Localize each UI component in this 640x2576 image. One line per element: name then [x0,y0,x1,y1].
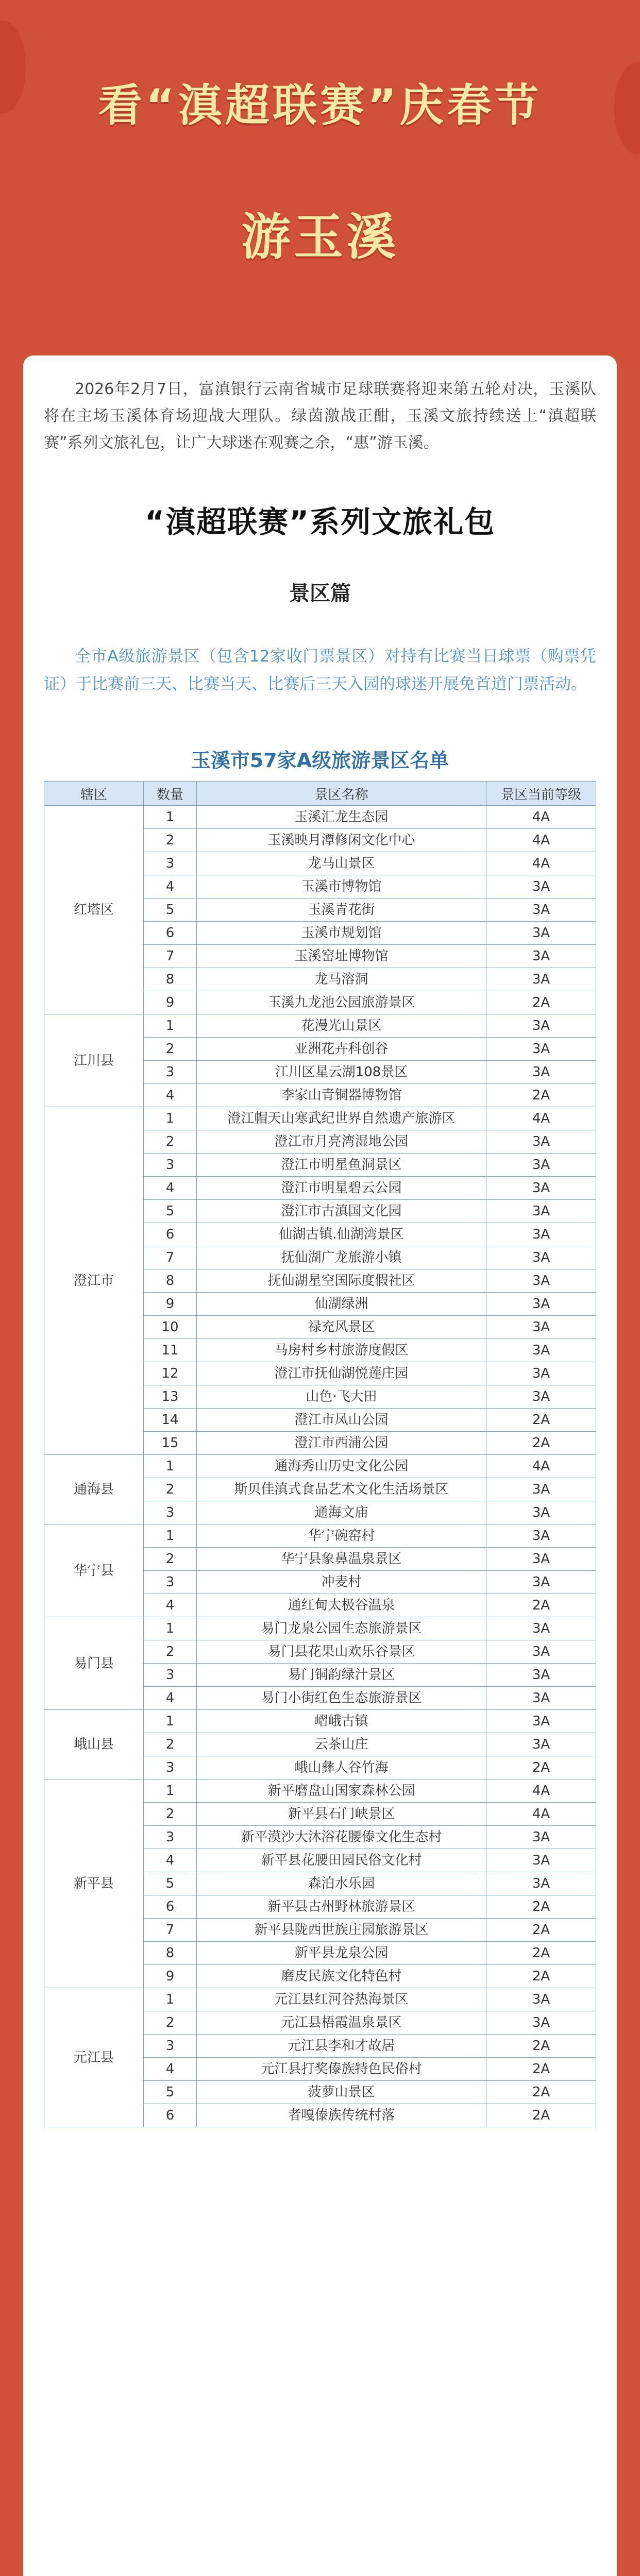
row-number: 4 [144,1177,197,1200]
row-number: 6 [144,2104,197,2127]
spot-name: 新平县花腰田园民俗文化村 [197,1849,486,1872]
row-number: 2 [144,1130,197,1154]
spot-level: 3A [486,1339,596,1362]
row-number: 7 [144,945,197,968]
spot-level: 2A [486,2035,596,2058]
page-title: 看“滇超联赛”庆春节 [98,80,542,131]
spot-level: 4A [486,806,596,829]
row-number: 7 [144,1919,197,1942]
spot-name: 易门小街红色生态旅游景区 [197,1687,486,1710]
row-number: 1 [144,1014,197,1038]
row-number: 1 [144,1107,197,1130]
row-number: 12 [144,1362,197,1385]
spot-name: 华宁碗窑村 [197,1524,486,1548]
district-cell: 新平县 [44,1780,144,1988]
spot-name: 新平磨盘山国家森林公园 [197,1780,486,1803]
row-number: 1 [144,806,197,829]
content-card [23,355,617,2576]
header-level: 景区当前等级 [486,782,596,806]
spot-name: 禄充风景区 [197,1316,486,1339]
table-row [44,806,596,829]
spot-level: 2A [486,1919,596,1942]
row-number: 1 [144,1710,197,1733]
row-number: 2 [144,1803,197,1826]
spot-level: 2A [486,1594,596,1617]
row-number: 2 [144,1038,197,1061]
spot-name: 磨皮民族文化特色村 [197,1965,486,1988]
row-number: 15 [144,1432,197,1455]
spot-name: 玉溪九龙池公园旅游景区 [197,991,486,1014]
spot-name: 易门县花果山欢乐谷景区 [197,1640,486,1664]
ticket-notice: 全市A级旅游景区（包含12家收门票景区）对持有比赛当日球票（购票凭证）于比赛前三天、比赛当天、比赛后三天入园的球迷开展免首道门票活动。 [44,647,596,693]
spot-level: 3A [486,1130,596,1154]
spot-name: 通海秀山历史文化公园 [197,1455,486,1478]
spot-name: 龙马溶洞 [197,968,486,991]
district-cell: 澄江市 [44,1107,144,1455]
spot-name: 玉溪窑址博物馆 [197,945,486,968]
row-number: 3 [144,2035,197,2058]
section-title: “滇超联赛”系列文旅礼包 [144,504,496,539]
section-subtitle: 景区篇 [289,582,351,605]
spot-name: 江川区星云湖108景区 [197,1061,486,1084]
spot-name: 亚洲花卉科创谷 [197,1038,486,1061]
row-number: 9 [144,991,197,1014]
spot-level: 2A [486,1942,596,1965]
row-number: 6 [144,1223,197,1246]
table-row [44,1780,596,1803]
spot-name: 澄江市西浦公园 [197,1432,486,1455]
spot-level: 2A [486,1756,596,1780]
spot-name: 峨山彝人谷竹海 [197,1756,486,1780]
spot-level: 3A [486,1154,596,1177]
scenic-spot-table [44,781,596,2127]
row-number: 5 [144,899,197,922]
row-number: 2 [144,2011,197,2035]
spot-name: 澄江市古滇国文化园 [197,1200,486,1223]
spot-name: 通海文庙 [197,1501,486,1524]
row-number: 3 [144,1571,197,1594]
row-number: 5 [144,2081,197,2104]
district-cell: 元江县 [44,1988,144,2127]
row-number: 13 [144,1385,197,1409]
row-number: 8 [144,1942,197,1965]
spot-level: 2A [486,1409,596,1432]
row-number: 4 [144,875,197,899]
spot-name: 花漫光山景区 [197,1014,486,1038]
spot-level: 3A [486,1988,596,2011]
spot-name: 仙湖古镇.仙湖湾景区 [197,1223,486,1246]
spot-level: 3A [486,1061,596,1084]
spot-level: 3A [486,1571,596,1594]
spot-level: 3A [486,1246,596,1269]
spot-name: 抚仙湖广龙旅游小镇 [197,1246,486,1269]
spot-level: 3A [486,1664,596,1687]
district-cell: 峨山县 [44,1710,144,1780]
table-header-row [44,782,596,806]
spot-level: 3A [486,1640,596,1664]
row-number: 1 [144,1617,197,1640]
spot-name: 云茶山庄 [197,1733,486,1756]
spot-level: 3A [486,1014,596,1038]
header-banner [0,0,640,355]
table-row [44,1617,596,1640]
spot-name: 玉溪市博物馆 [197,875,486,899]
row-number: 2 [144,829,197,852]
spot-name: 森泊水乐园 [197,1872,486,1895]
spot-level: 3A [486,1687,596,1710]
spot-name: 澄江市抚仙湖悦莲庄园 [197,1362,486,1385]
district-cell: 红塔区 [44,806,144,1014]
spot-level: 4A [486,1455,596,1478]
spot-name: 澄江帽天山寒武纪世界自然遗产旅游区 [197,1107,486,1130]
spot-name: 澄江市明星碧云公园 [197,1177,486,1200]
row-number: 7 [144,1246,197,1269]
header-spot-name: 景区名称 [197,782,486,806]
district-cell: 华宁县 [44,1524,144,1617]
spot-level: 4A [486,1803,596,1826]
row-number: 14 [144,1409,197,1432]
spot-level: 3A [486,1849,596,1872]
spot-name: 冲麦村 [197,1571,486,1594]
row-number: 5 [144,1872,197,1895]
spot-level: 2A [486,1084,596,1107]
spot-name: 嶍峨古镇 [197,1710,486,1733]
spot-level: 3A [486,1223,596,1246]
spot-level: 3A [486,922,596,945]
spot-level: 4A [486,1780,596,1803]
spot-level: 3A [486,899,596,922]
spot-name: 澄江市明星鱼洞景区 [197,1154,486,1177]
spot-name: 新平县石门峡景区 [197,1803,486,1826]
spot-level: 3A [486,945,596,968]
spot-level: 3A [486,1200,596,1223]
spot-name: 玉溪汇龙生态园 [197,806,486,829]
spot-level: 3A [486,1478,596,1501]
spot-name: 仙湖绿洲 [197,1293,486,1316]
spot-level: 2A [486,1432,596,1455]
table-row [44,1988,596,2011]
spot-level: 3A [486,1733,596,1756]
row-number: 11 [144,1339,197,1362]
table-row [44,1710,596,1733]
spot-name: 菠萝山景区 [197,2081,486,2104]
row-number: 1 [144,1988,197,2011]
spot-level: 3A [486,1269,596,1293]
spot-name: 斯贝佳滇式食品艺术文化生活场景区 [197,1478,486,1501]
row-number: 3 [144,1826,197,1849]
spot-level: 4A [486,852,596,875]
row-number: 3 [144,852,197,875]
district-cell: 易门县 [44,1617,144,1710]
spot-name: 李家山青铜器博物馆 [197,1084,486,1107]
row-number: 3 [144,1501,197,1524]
spot-name: 玉溪映月潭修闲文化中心 [197,829,486,852]
row-number: 9 [144,1293,197,1316]
row-number: 4 [144,1084,197,1107]
spot-name: 易门龙泉公园生态旅游景区 [197,1617,486,1640]
spot-name: 龙马山景区 [197,852,486,875]
spot-name: 元江县红河谷热海景区 [197,1988,486,2011]
spot-name: 元江县打奖傣族特色民俗村 [197,2058,486,2081]
row-number: 6 [144,1895,197,1919]
row-number: 3 [144,1154,197,1177]
row-number: 10 [144,1316,197,1339]
row-number: 1 [144,1780,197,1803]
table-body [44,806,596,2127]
spot-level: 3A [486,1872,596,1895]
spot-name: 山色·飞大田 [197,1385,486,1409]
spot-level: 4A [486,1107,596,1130]
spot-name: 马房村乡村旅游度假区 [197,1339,486,1362]
table-row [44,1107,596,1130]
spot-name: 澄江市凤山公园 [197,1409,486,1432]
spot-level: 4A [486,829,596,852]
spot-level: 3A [486,1293,596,1316]
spot-level: 2A [486,1965,596,1988]
spot-name: 元江县梧霞温泉景区 [197,2011,486,2035]
row-number: 4 [144,2058,197,2081]
spot-level: 2A [486,1895,596,1919]
row-number: 4 [144,1849,197,1872]
spot-name: 新平县陇西世族庄园旅游景区 [197,1919,486,1942]
spot-level: 3A [486,968,596,991]
spot-name: 元江县李和才故居 [197,2035,486,2058]
district-cell: 通海县 [44,1455,144,1524]
spot-level: 3A [486,1316,596,1339]
spot-level: 2A [486,2104,596,2127]
row-number: 9 [144,1965,197,1988]
table-row [44,1014,596,1038]
spot-level: 2A [486,2081,596,2104]
spot-name: 新平县龙泉公园 [197,1942,486,1965]
spot-name: 新平县古州野林旅游景区 [197,1895,486,1919]
spot-level: 3A [486,875,596,899]
row-number: 4 [144,1687,197,1710]
row-number: 2 [144,1733,197,1756]
spot-level: 3A [486,2011,596,2035]
spot-level: 3A [486,1710,596,1733]
header-district: 辖区 [44,782,144,806]
table-title: 玉溪市57家A级旅游景区名单 [191,749,449,772]
row-number: 1 [144,1455,197,1478]
row-number: 2 [144,1640,197,1664]
spot-level: 3A [486,1038,596,1061]
spot-level: 3A [486,1385,596,1409]
row-number: 3 [144,1756,197,1780]
spot-name: 易门铜韵绿汁景区 [197,1664,486,1687]
spot-level: 3A [486,1362,596,1385]
row-number: 1 [144,1524,197,1548]
table-row [44,1455,596,1478]
row-number: 2 [144,1548,197,1571]
spot-name: 华宁县象鼻温泉景区 [197,1548,486,1571]
spot-level: 3A [486,1617,596,1640]
intro-paragraph: 2026年2月7日，富滇银行云南省城市足球联赛将迎来第五轮对决，玉溪队将在主场玉溪体育场迎战大理队。绿茵激战正酣，玉溪文旅持续送上“滇超联赛”系列文旅礼包，让广大球迷在观赛之余，“惠”游玉溪。 [44,380,596,452]
header-count: 数量 [144,782,197,806]
spot-name: 玉溪市规划馆 [197,922,486,945]
district-cell: 江川县 [44,1014,144,1107]
row-number: 4 [144,1594,197,1617]
spot-name: 玉溪青花街 [197,899,486,922]
spot-level: 3A [486,1548,596,1571]
row-number: 8 [144,1269,197,1293]
spot-name: 通红甸太极谷温泉 [197,1594,486,1617]
spot-level: 3A [486,1524,596,1548]
spot-name: 者嘎傣族传统村落 [197,2104,486,2127]
row-number: 3 [144,1061,197,1084]
spot-name: 新平漠沙大沐浴花腰傣文化生态村 [197,1826,486,1849]
row-number: 5 [144,1200,197,1223]
spot-name: 澄江市月亮湾湿地公园 [197,1130,486,1154]
page-subtitle: 游玉溪 [241,208,399,266]
table-row [44,1524,596,1548]
spot-level: 3A [486,1826,596,1849]
row-number: 6 [144,922,197,945]
spot-name: 抚仙湖星空国际度假社区 [197,1269,486,1293]
row-number: 3 [144,1664,197,1687]
spot-level: 2A [486,2058,596,2081]
row-number: 2 [144,1478,197,1501]
spot-level: 3A [486,1501,596,1524]
spot-level: 2A [486,991,596,1014]
spot-level: 3A [486,1177,596,1200]
row-number: 8 [144,968,197,991]
